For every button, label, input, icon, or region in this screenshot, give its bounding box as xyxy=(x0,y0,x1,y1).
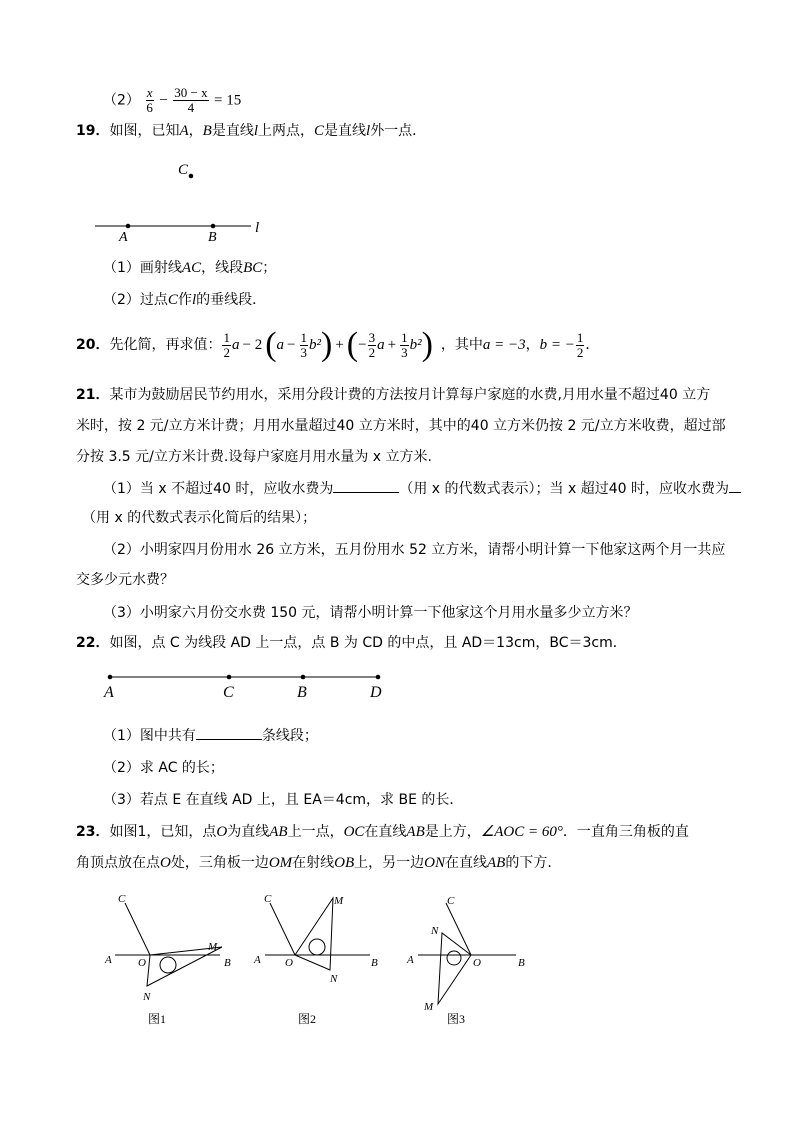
triangle-set-square xyxy=(295,898,333,970)
part-label: （2） xyxy=(103,92,140,109)
point-D xyxy=(376,675,381,680)
figure-23-3 xyxy=(400,890,550,1030)
figure-q19 xyxy=(85,150,285,250)
answer-blank[interactable] xyxy=(196,739,262,740)
question-19-sub2: （2）过点C作l的垂线段． xyxy=(103,292,267,308)
fraction-three-halves: $\frac{3}{2}$ xyxy=(368,329,376,360)
figure-caption: 图1 xyxy=(148,1012,167,1026)
label-point-C: C xyxy=(178,162,189,178)
label-A: A xyxy=(104,684,114,701)
label-C: C xyxy=(264,893,272,905)
ray-OC xyxy=(270,903,295,955)
label-O: O xyxy=(138,957,146,969)
point-C xyxy=(227,675,232,680)
question-22-sub2: （2）求 AC 的长； xyxy=(103,760,224,776)
figure-23-1 xyxy=(100,890,250,1030)
label-O: O xyxy=(473,957,481,969)
label-O: O xyxy=(285,957,293,969)
label-point-A: A xyxy=(119,230,128,245)
question-23-line2: 角顶点放在点O处，三角板一边OM在射线OB上，另一边ON在直线AB的下方． xyxy=(76,855,562,871)
point-B xyxy=(211,224,216,229)
label-N: N xyxy=(143,991,151,1003)
question-21-line2: 米时，按 2 元/立方米计费；月用水量超过40 立方米时，其中的40 立方米仍按 2 元/立方米收费，超过部 xyxy=(76,418,726,434)
label-C: C xyxy=(447,895,455,907)
label-line-l: l xyxy=(255,220,260,236)
point-A xyxy=(126,224,131,229)
label-N: N xyxy=(330,973,338,985)
question-19-sub1: （1）画射线AC，线段BC； xyxy=(103,260,277,276)
question-21-line3: 分按 3.5 元/立方米计费.设每户家庭月用水量为 x 立方米. xyxy=(76,449,432,465)
label-M: M xyxy=(424,1001,434,1013)
point-B xyxy=(301,675,306,680)
triangle-hole xyxy=(309,939,325,955)
label-M: M xyxy=(208,941,218,953)
figure-caption: 图2 xyxy=(298,1012,317,1026)
question-21-sub1: （1）当 x 不超过40 时，应收水费为 （用 x 的代数式表示）；当 x 超过40 时，应收水费为 xyxy=(103,479,741,499)
figure-q22 xyxy=(95,668,395,704)
label-B: B xyxy=(518,957,525,969)
question-23-line1: 23．如图1，已知，点O为直线AB上一点，OC在直线AB是上方，∠AOC = 60°．一直角三角板的直 xyxy=(76,824,689,840)
fraction-x-over-6: $\frac{x}{6}$ xyxy=(146,85,153,115)
question-22-sub3: （3）若点 E 在直线 AD 上，且 EA＝4cm，求 BE 的长． xyxy=(103,792,464,808)
paren-close-2: ) xyxy=(421,326,433,363)
question-21-sub2: （2）小明家四月份用水 26 立方米，五月份用水 52 立方米，请帮小明计算一下他家这两个月一共应 xyxy=(103,542,726,558)
question-21-sub1-cont: （用 x 的代数式表示化简后的结果）； xyxy=(82,510,317,526)
point-A xyxy=(108,675,113,680)
label-D: D xyxy=(370,684,382,701)
label-A: A xyxy=(105,954,112,966)
label-M: M xyxy=(334,895,344,907)
question-20: 20． 先化简，再求值： $\frac{1}{2}$ a − 2 ( a − $\frac{1}{3}$ b² ) + ( − $\frac{3}{2}$ a + $\frac{1}{3}$ b² ) ，其中 a = −3 ， b = − $\frac{1}{2}$ ． xyxy=(76,326,600,363)
fraction-b-value: $\frac{1}{2}$ xyxy=(576,329,584,360)
paren-open-2: ( xyxy=(346,326,359,363)
triangle-hole xyxy=(447,951,461,965)
label-B: B xyxy=(224,957,231,969)
question-22-stem: 22．如图，点 C 为线段 AD 上一点，点 B 为 CD 的中点，且 AD＝13cm，BC＝3cm． xyxy=(76,635,627,651)
label-C: C xyxy=(118,893,126,905)
label-A: A xyxy=(407,954,414,966)
label-A: A xyxy=(254,954,261,966)
paren-close-1: ) xyxy=(321,326,333,363)
point-C xyxy=(189,174,194,179)
label-N: N xyxy=(431,925,439,937)
ray-OC xyxy=(446,903,471,955)
figure-caption: 图3 xyxy=(447,1012,466,1026)
question-22-sub1: （1）图中共有 条线段； xyxy=(103,728,318,744)
label-C: C xyxy=(223,684,234,701)
triangle-hole xyxy=(160,957,176,973)
fraction-30-minus-x-over-4: $\frac{30 - x}{4}$ xyxy=(174,85,208,115)
equation-part2: （2） $\frac{x}{6}$ − $\frac{30 - x}{4}$ = 15 xyxy=(103,85,242,115)
label-B: B xyxy=(297,684,307,701)
fraction-one-third: $\frac{1}{3}$ xyxy=(300,329,307,360)
fraction-one-third-2: $\frac{1}{3}$ xyxy=(401,329,408,360)
question-21-sub2-cont: 交多少元水费？ xyxy=(76,572,174,588)
answer-blank[interactable] xyxy=(729,492,741,493)
question-19-stem: 19．如图，已知A，B是直线l上两点，C是直线l外一点． xyxy=(76,123,427,139)
fraction-one-half: $\frac{1}{2}$ xyxy=(223,329,230,360)
figure-23-2 xyxy=(250,890,400,1030)
ray-OC xyxy=(125,903,150,955)
question-21-sub3: （3）小明家六月份交水费 150 元，请帮小明计算一下他家这个月用水量多少立方米？ xyxy=(103,605,638,621)
question-21-line1: 21．某市为鼓励居民节约用水，采用分段计费的方法按月计算每户家庭的水费,月用水量不超过40 立方 xyxy=(76,387,711,403)
label-B: B xyxy=(371,957,378,969)
label-point-B: B xyxy=(208,230,217,245)
answer-blank[interactable] xyxy=(333,492,399,493)
paren-open-1: ( xyxy=(265,326,277,363)
